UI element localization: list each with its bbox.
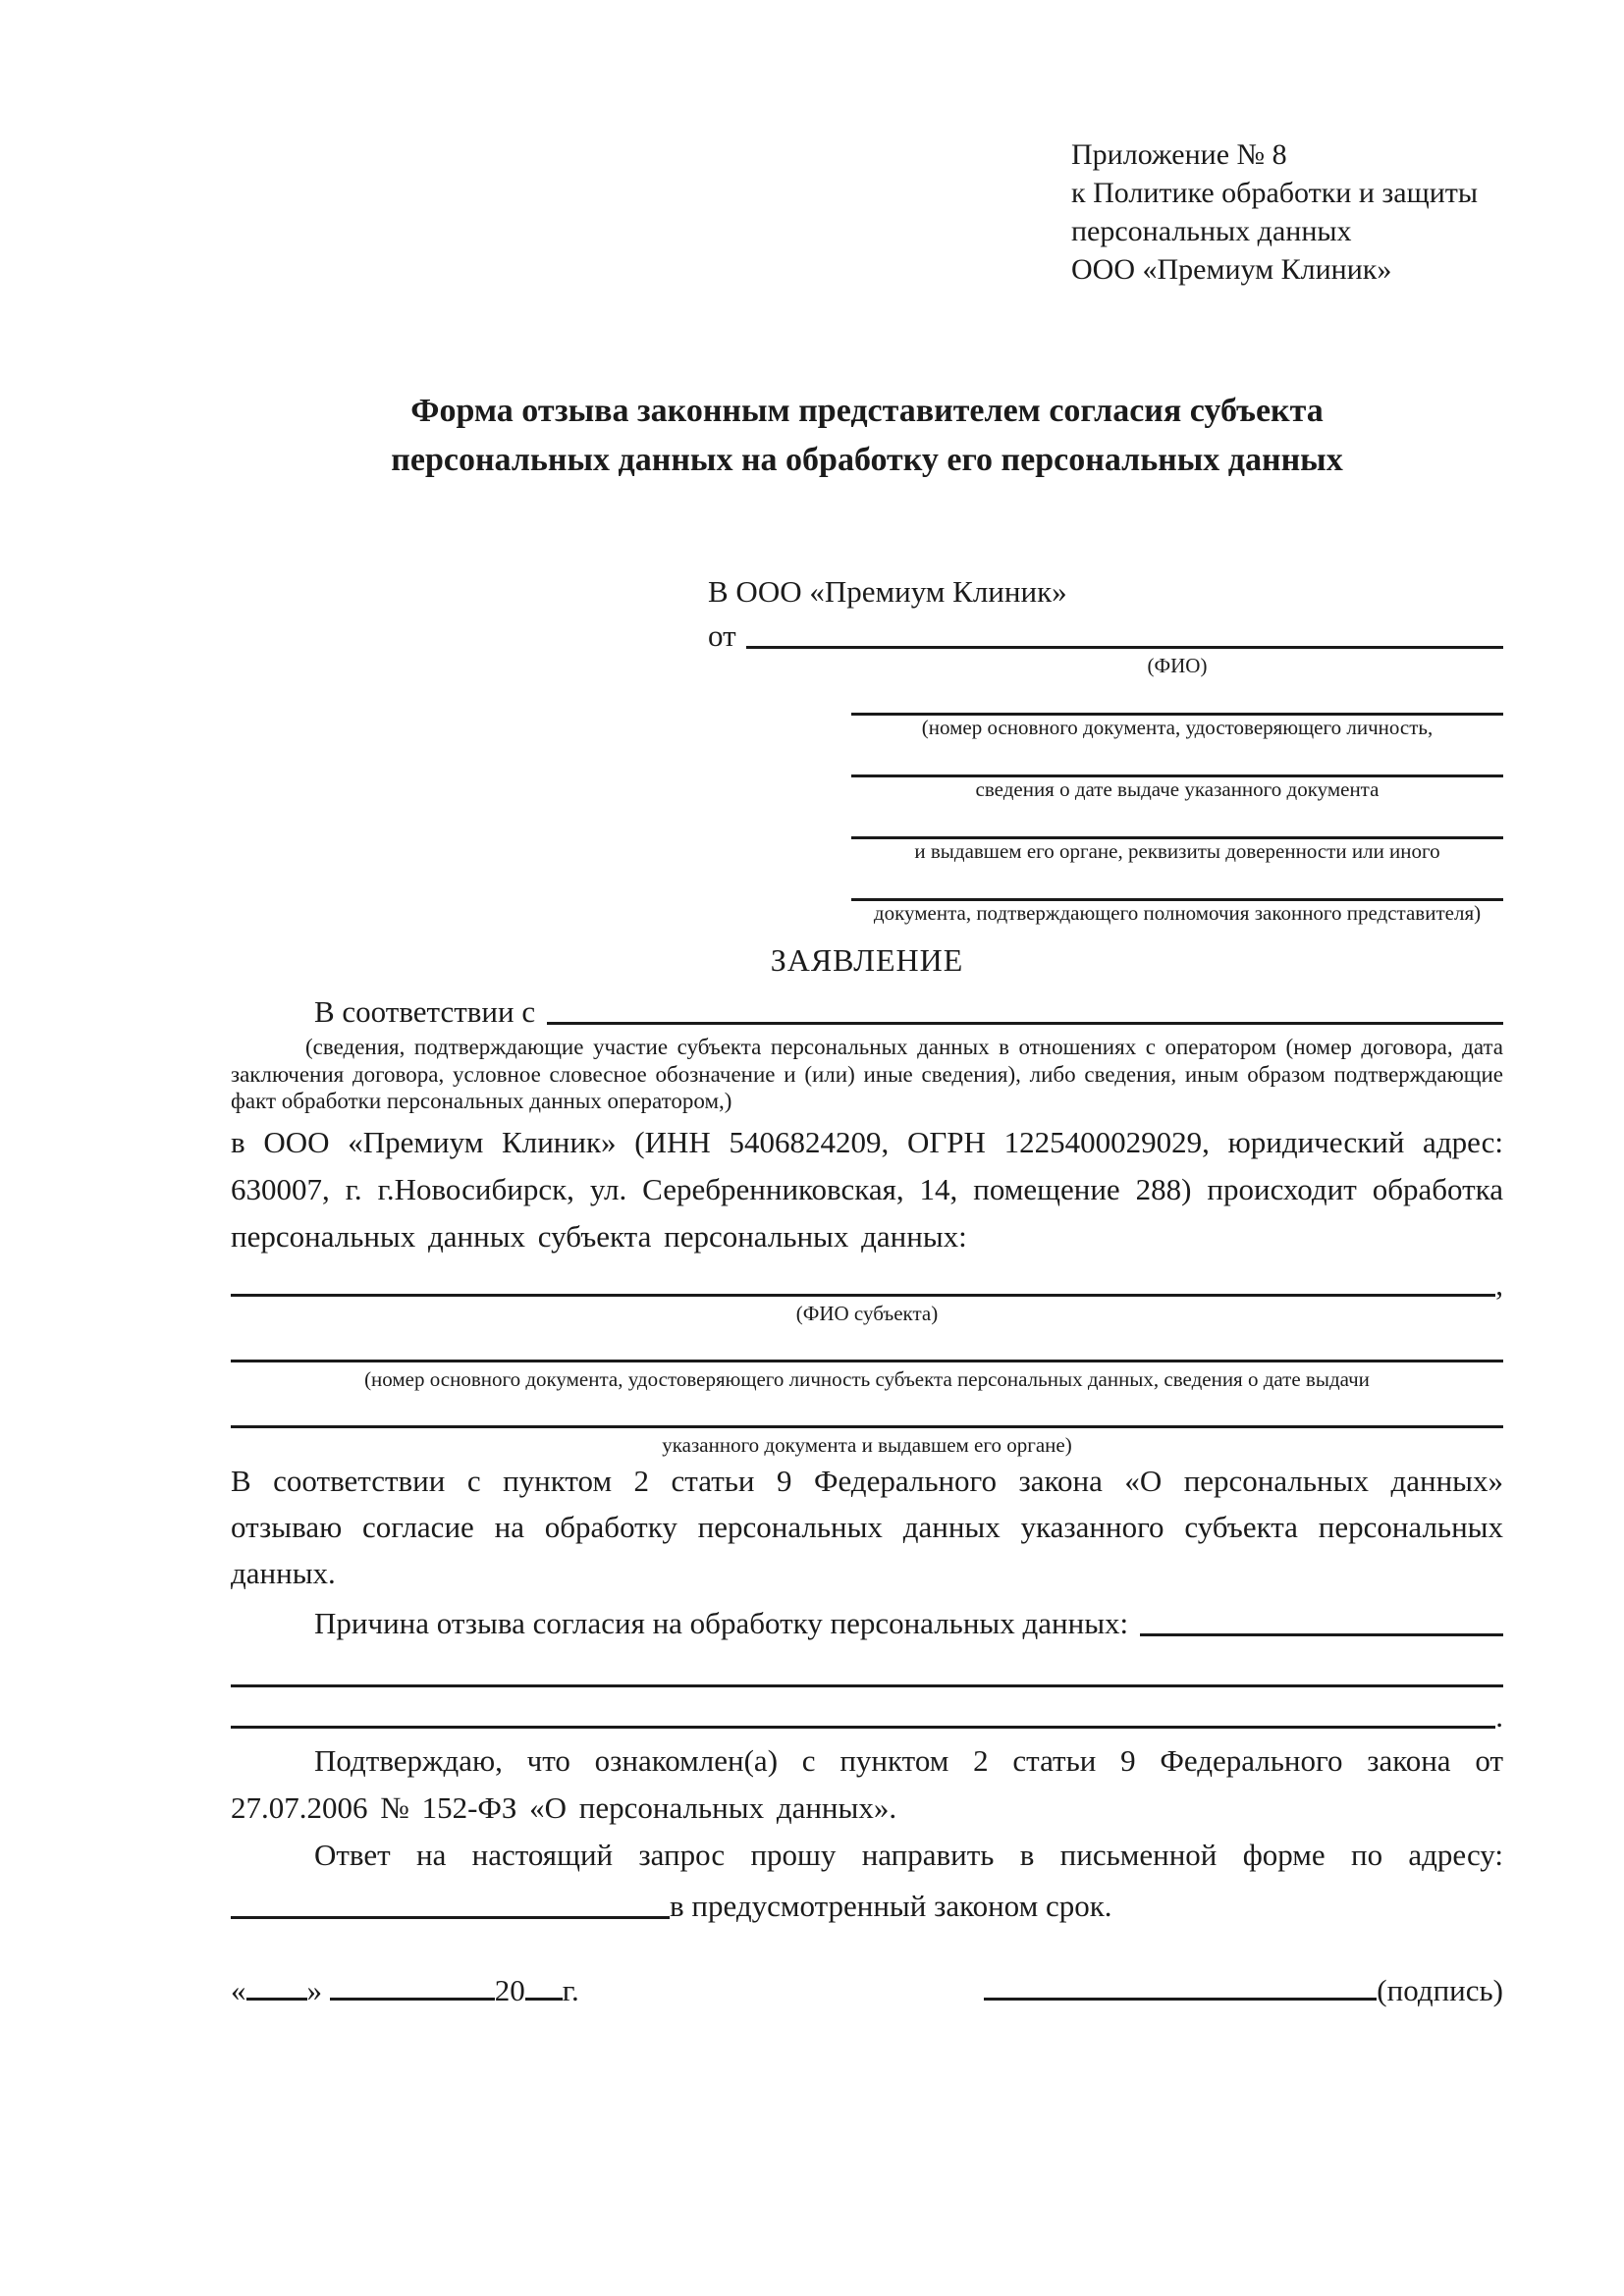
representative-authority-field-line[interactable] — [851, 864, 1503, 901]
recipient-block — [708, 571, 1503, 926]
date-group — [231, 1967, 579, 2014]
issuing-authority-caption: и выдавшем его органе, реквизиты доверенности или иного — [914, 839, 1440, 863]
subject-document-caption-top: (номер основного документа, удостоверяющего личность субъекта персональных данных, сведения о дате выдачи — [364, 1366, 1370, 1391]
response-address-field-line[interactable] — [231, 1916, 670, 1919]
document-title: Форма отзыва законным представителем согласия субъекта персональных данных на обработку его персональных данных — [391, 393, 1343, 478]
basis-field-line[interactable] — [547, 1022, 1503, 1025]
statement-heading: ЗАЯВЛЕНИЕ — [770, 942, 964, 978]
appendix-line: к Политике обработки и защиты — [1071, 177, 1479, 209]
day-close-quote: » — [306, 1972, 322, 2007]
document-number-caption: (номер основного документа, удостоверяющего личность, — [921, 716, 1434, 739]
issue-date-caption: сведения о дате выдаче указанного документа — [975, 777, 1380, 801]
signature-field-line[interactable] — [984, 1997, 1377, 2001]
subject-fio-row — [231, 1260, 1503, 1302]
issuing-authority-field-line[interactable] — [851, 802, 1503, 839]
reason-field-line[interactable] — [1140, 1633, 1503, 1636]
year-field-line[interactable] — [525, 1997, 563, 2001]
subject-document-field-line-2[interactable] — [231, 1425, 1503, 1428]
intro-note: (сведения, подтверждающие участие субъекта персональных данных в отношениях с оператором (номер договора, дата заключения договора, условное словесное обозначение и (или) иные сведения), либо сведения, иным образом подтверждающие факт обработки персональных данных оператором,) — [231, 1035, 1503, 1113]
fio-caption: (ФИО) — [1147, 654, 1208, 677]
signature-caption: (подпись) — [1377, 1972, 1503, 2007]
intro-row — [231, 985, 1503, 1030]
reason-field-line-3[interactable] — [231, 1726, 1495, 1729]
subject-fio-caption: (ФИО субъекта) — [795, 1301, 939, 1325]
subject-line-trailing: , — [1495, 1266, 1503, 1302]
subject-document-row — [231, 1326, 1503, 1367]
subject-document-row-2 — [231, 1392, 1503, 1433]
document-content — [231, 0, 1503, 2014]
reason-field-line-2[interactable] — [231, 1684, 1503, 1687]
from-label: от — [708, 618, 736, 653]
appendix-line: персональных данных — [1071, 215, 1352, 247]
response-request-paragraph: Ответ на настоящий запрос прошу направить в письменной форме по адресу: — [314, 1837, 1503, 1872]
year-suffix: г. — [562, 1972, 579, 2007]
issue-date-field-line[interactable] — [851, 740, 1503, 777]
reason-blank-row-2 — [231, 1692, 1503, 1734]
recipient-organization: В ООО «Премиум Клиник» — [708, 574, 1067, 609]
appendix-block — [1071, 135, 1503, 289]
response-suffix: в предусмотренный законом срок. — [670, 1888, 1112, 1923]
day-field-line[interactable] — [246, 1997, 307, 2001]
reason-label: Причина отзыва согласия на обработку персональных данных: — [314, 1605, 1129, 1640]
operator-paragraph: в ООО «Премиум Клиник» (ИНН 5406824209, ОГРН 1225400029029, юридический адрес: 630007, г. г.Новосибирск, ул. Серебренниковская, 14, помещение 288) происходит обработка персональных данных субъекта персональных данных: — [231, 1124, 1503, 1254]
year-prefix: 20 — [494, 1972, 525, 2007]
representative-authority-caption: документа, подтверждающего полномочия законного представителя) — [873, 901, 1482, 925]
subject-document-field-line[interactable] — [231, 1360, 1503, 1362]
intro-label: В соответствии с — [314, 994, 536, 1029]
subject-document-caption-bottom: указанного документа и выдавшем его органе) — [662, 1432, 1072, 1457]
response-address-row — [231, 1879, 1503, 1924]
reason-blank-row-1 — [231, 1651, 1503, 1692]
day-open-quote: « — [231, 1972, 246, 2007]
acknowledgement-paragraph: Подтверждаю, что ознакомлен(а) с пунктом 2 статьи 9 Федерального закона от 27.07.2006 № 152-ФЗ «О персональных данных». — [231, 1742, 1503, 1825]
month-field-line[interactable] — [330, 1997, 495, 2001]
reason-line-trailing: . — [1495, 1698, 1503, 1734]
subject-fio-field-line[interactable] — [231, 1294, 1495, 1297]
appendix-line: ООО «Премиум Клиник» — [1071, 253, 1392, 286]
appendix-line: Приложение № 8 — [1071, 138, 1287, 171]
signature-group — [984, 1967, 1503, 2014]
footer-row — [231, 1967, 1503, 2014]
fio-field-line[interactable] — [746, 646, 1503, 649]
document-number-field-line[interactable] — [851, 678, 1503, 716]
withdrawal-paragraph: В соответствии с пунктом 2 статьи 9 Федерального закона «О персональных данных» отзываю согласие на обработку персональных данных указанного субъекта персональных данных. — [231, 1463, 1503, 1590]
from-row — [708, 613, 1503, 654]
reason-row — [231, 1596, 1503, 1641]
